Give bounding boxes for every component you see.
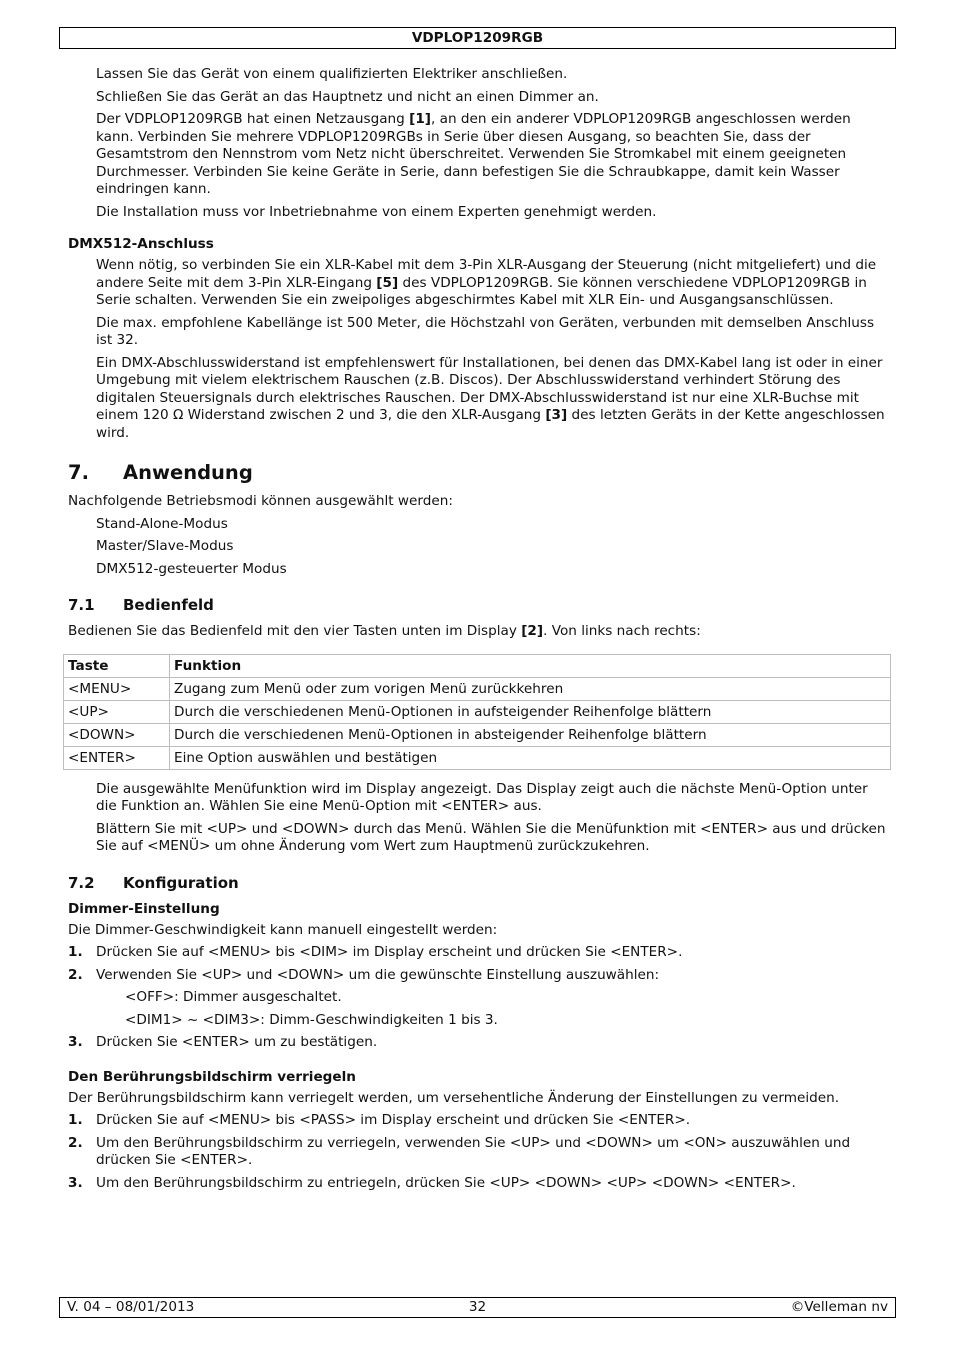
footer-page-number: 32	[468, 1299, 487, 1315]
section-7-2-title: Konfiguration	[123, 873, 239, 892]
dimmer-step	[68, 1034, 890, 1052]
section-7-1-paragraph-1: Die ausgewählte Menüfunktion wird im Display angezeigt. Das Display zeigt auch die nächste Menü-Option unter die Funktion an. Wählen Sie eine Menü-Option mit <ENTER> aus.	[96, 780, 868, 814]
intro-paragraph-2: Schließen Sie das Gerät an das Hauptnetz und nicht an einen Dimmer an.	[96, 88, 599, 105]
step-number: 3.	[68, 1034, 83, 1050]
intro-p3-ref: [1]	[409, 111, 432, 127]
dmx-paragraph-2: Die max. empfohlene Kabellänge ist 500 Meter, die Höchstzahl von Geräten, verbunden mit demselben Anschluss ist 32.	[96, 314, 875, 348]
step-text: Um den Berührungsbildschirm zu verriegeln, verwenden Sie <UP> und <DOWN> um <ON> auszuwählen und drücken Sie <ENTER>.	[96, 1134, 851, 1168]
dmx-paragraph-3	[68, 355, 890, 443]
intro-paragraph-4: Die Installation muss vor Inbetriebnahme von einem Experten genehmigt werden.	[96, 203, 657, 220]
table-cell-key: <DOWN>	[64, 723, 170, 746]
footer-version: V. 04 – 08/01/2013	[67, 1299, 195, 1315]
table-cell-key: <ENTER>	[64, 746, 170, 769]
lock-step	[68, 1135, 890, 1170]
step-number: 3.	[68, 1174, 83, 1191]
intro-p3-text-a: Der VDPLOP1209RGB hat einen Netzausgang	[96, 111, 410, 127]
dmx-p3-text-a: Ein DMX-Abschlusswiderstand ist empfehlenswert für Installationen, bei denen das DMX-Kabel lang ist oder in einer Umgebung mit vielem elektrischem Rauschen (z.B. Discos). Der Abschlusswiderstand verhindert Störung des digitalen Steuersignals durch elektrisches Rauschen. Der DMX-Abschlusswiderstand ist nur eine XLR-Buchse mit einem 120 Ω Widerstand zwischen 2 und 3, die den XLR-Ausgang	[96, 354, 883, 423]
dimmer-option: <OFF>: Dimmer ausgeschaltet.	[125, 989, 342, 1005]
table-row	[64, 677, 891, 700]
page-footer	[59, 1297, 896, 1318]
dmx-p3-text-b: des letzten Geräts in der Kette angeschlossen wird.	[96, 407, 885, 441]
footer-copyright: ©Velleman nv	[790, 1299, 888, 1315]
table-header-row	[64, 654, 891, 677]
table-row	[64, 746, 891, 769]
lock-intro: Der Berührungsbildschirm kann verriegelt werden, um versehentliche Änderung der Einstellungen zu vermeiden.	[68, 1089, 840, 1106]
step-text: Drücken Sie auf <MENU> bis <PASS> im Display erscheint und drücken Sie <ENTER>.	[96, 1112, 691, 1128]
lock-step	[68, 1175, 890, 1193]
mode-item: Master/Slave-Modus	[96, 538, 234, 554]
section-7-1-intro-ref: [2]	[521, 623, 544, 639]
section-7-intro: Nachfolgende Betriebsmodi können ausgewählt werden:	[68, 493, 453, 509]
dmx-paragraph-1	[68, 257, 890, 310]
page-header	[59, 27, 896, 49]
step-number: 2.	[68, 966, 83, 983]
dmx-heading: DMX512-Anschluss	[68, 236, 214, 252]
table-header-function: Funktion	[170, 654, 891, 677]
table-cell-function: Durch die verschiedenen Menü-Optionen in aufsteigender Reihenfolge blättern	[170, 700, 891, 723]
table-header-key: Taste	[64, 654, 170, 677]
page-content	[68, 66, 890, 1192]
lock-heading: Den Berührungsbildschirm verriegeln	[68, 1068, 356, 1085]
table-cell-function: Durch die verschiedenen Menü-Optionen in absteigender Reihenfolge blättern	[170, 723, 891, 746]
step-text: Drücken Sie auf <MENU> bis <DIM> im Display erscheint und drücken Sie <ENTER>.	[96, 944, 683, 960]
table-cell-key: <UP>	[64, 700, 170, 723]
step-number: 1.	[68, 944, 83, 960]
intro-paragraph-1: Lassen Sie das Gerät von einem qualifizierten Elektriker anschließen.	[96, 66, 568, 82]
section-7-1-intro-b: . Von links nach rechts:	[543, 623, 701, 639]
step-text: Drücken Sie <ENTER> um zu bestätigen.	[96, 1034, 378, 1050]
table-cell-key: <MENU>	[64, 677, 170, 700]
section-7-1-heading	[68, 595, 890, 615]
dimmer-option: <DIM1> ~ <DIM3>: Dimm-Geschwindigkeiten 1 bis 3.	[125, 1011, 498, 1028]
lock-step	[68, 1112, 890, 1130]
intro-paragraph-3	[68, 111, 890, 199]
dimmer-step	[68, 944, 890, 962]
section-7-1-intro-a: Bedienen Sie das Bedienfeld mit den vier Tasten unten im Display	[68, 623, 522, 639]
dimmer-step	[68, 967, 890, 985]
section-7-heading	[68, 460, 890, 486]
table-row	[64, 700, 891, 723]
intro-p3-text-b: , an den ein anderer VDPLOP1209RGB angeschlossen werden kann. Verbinden Sie mehrere VDPLOP1209RGBs in Serie über diesen Ausgang, so beachten Sie, dass der Gesamtstrom den Nennstrom vom Netz nicht überschreitet. Verwenden Sie Stromkabel mit einem geeigneten Durchmesser. Verbinden Sie keine Geräte in Serie, dann befestigen Sie die Schraubkappe, damit kein Wasser eindringen kann.	[96, 111, 851, 197]
dmx-p3-ref: [3]	[545, 407, 568, 423]
step-number: 1.	[68, 1112, 83, 1128]
dimmer-intro: Die Dimmer-Geschwindigkeit kann manuell eingestellt werden:	[68, 921, 498, 938]
table-cell-function: Eine Option auswählen und bestätigen	[170, 746, 891, 769]
dmx-p1-text-b: des VDPLOP1209RGB. Sie können verschiedene VDPLOP1209RGB in Serie schalten. Verwenden Sie ein zweipoliges abgeschirmtes Kabel mit XLR Ein- und Ausgangsanschlüssen.	[96, 274, 867, 308]
section-7-1-title: Bedienfeld	[123, 596, 214, 614]
mode-item: Stand-Alone-Modus	[96, 515, 228, 532]
step-number: 2.	[68, 1134, 83, 1151]
mode-item: DMX512-gesteuerter Modus	[96, 560, 287, 577]
dmx-p1-ref: [5]	[376, 274, 399, 291]
section-7-1-intro	[68, 623, 890, 641]
header-title: VDPLOP1209RGB	[411, 30, 544, 46]
section-7-1-number: 7.1	[68, 596, 95, 614]
section-7-title: Anwendung	[123, 461, 253, 484]
table-cell-function: Zugang zum Menü oder zum vorigen Menü zurückkehren	[170, 677, 891, 700]
step-text: Verwenden Sie <UP> und <DOWN> um die gewünschte Einstellung auszuwählen:	[96, 966, 660, 983]
section-7-number: 7.	[68, 461, 89, 484]
section-7-1-paragraph-2: Blättern Sie mit <UP> und <DOWN> durch das Menü. Wählen Sie die Menüfunktion mit <ENTER> aus und drücken Sie auf <MENÜ> um ohne Änderung vom Wert zum Hauptmenü zurückzukehren.	[96, 820, 886, 854]
dmx-p1-text-a: Wenn nötig, so verbinden Sie ein XLR-Kabel mit dem 3-Pin XLR-Ausgang der Steuerung (nicht mitgeliefert) und die andere Seite mit dem 3-Pin XLR-Eingang	[96, 257, 877, 291]
table-row	[64, 723, 891, 746]
dimmer-heading: Dimmer-Einstellung	[68, 900, 220, 917]
step-text: Um den Berührungsbildschirm zu entriegeln, drücken Sie <UP> <DOWN> <UP> <DOWN> <ENTER>.	[96, 1174, 796, 1191]
section-7-2-heading	[68, 873, 890, 893]
key-function-table	[63, 654, 891, 770]
section-7-2-number: 7.2	[68, 873, 95, 892]
